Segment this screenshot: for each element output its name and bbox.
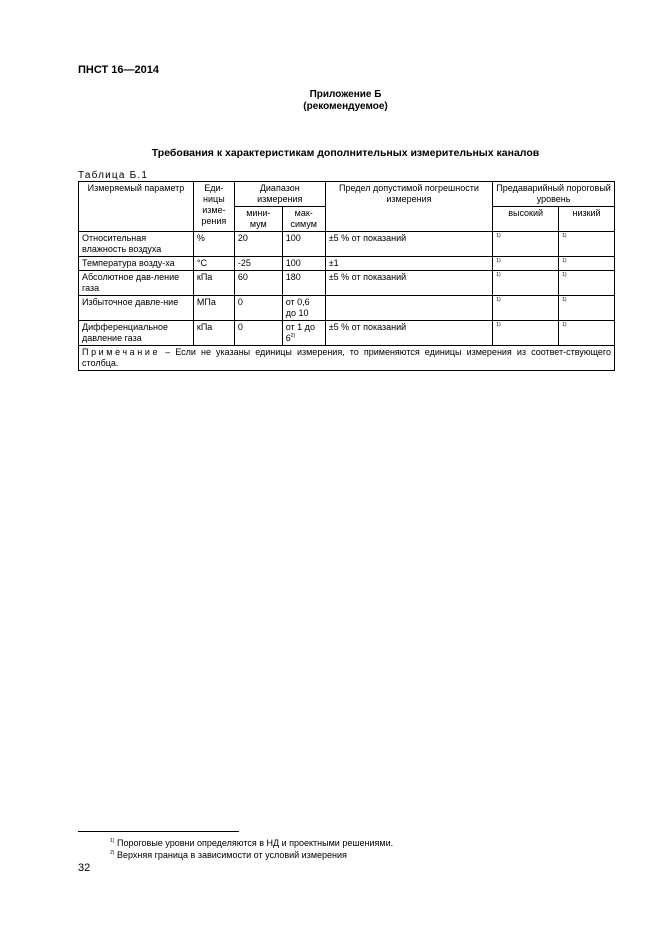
cell-range-min <box>234 232 282 257</box>
cell-param-text: Избыточное давле-ние <box>82 297 179 307</box>
header-error: Предел допустимой погрешности измерения <box>325 182 492 232</box>
cell-threshold-high <box>493 232 559 257</box>
cell-param <box>79 271 194 296</box>
header-threshold-high: высокий <box>493 207 559 232</box>
footnote-ref: 1) <box>496 233 501 239</box>
requirements-table <box>78 181 615 371</box>
cell-param-text: Абсолютное дав-ление газа <box>82 272 180 293</box>
appendix-status: (рекомендуемое) <box>303 101 388 112</box>
cell-range-max <box>282 321 325 346</box>
cell-param-text: Относительная влажность воздуха <box>82 233 162 254</box>
table-label: Таблица Б.1 <box>78 170 149 181</box>
cell-range-min-text: 0 <box>237 297 243 307</box>
cell-error <box>325 257 492 271</box>
table-heading <box>0 147 661 159</box>
header-units: Еди-ницы изме-рения <box>193 182 234 232</box>
cell-threshold-high <box>493 296 559 321</box>
cell-range-min-text: 20 <box>237 233 248 243</box>
cell-threshold-low <box>559 232 615 257</box>
cell-units-text: МПа <box>196 297 216 307</box>
cell-error <box>325 321 492 346</box>
cell-param <box>79 296 194 321</box>
footnote-1 <box>110 837 393 849</box>
cell-threshold-low <box>559 321 615 346</box>
cell-units-text: °С <box>196 258 207 268</box>
cell-error-text: ±1 <box>328 258 339 268</box>
footnote-ref: 1) <box>562 258 567 264</box>
cell-error <box>325 232 492 257</box>
table-header-row <box>79 182 615 207</box>
table-row <box>79 271 615 296</box>
table-row <box>79 257 615 271</box>
cell-param <box>79 257 194 271</box>
cell-threshold-high <box>493 271 559 296</box>
footnote-divider <box>78 831 239 832</box>
cell-error-text: ±5 % от показаний <box>328 322 407 332</box>
cell-error <box>325 296 492 321</box>
cell-range-min <box>234 271 282 296</box>
cell-range-max <box>282 271 325 296</box>
cell-units <box>193 232 234 257</box>
cell-range-max-text: 180 <box>285 272 301 282</box>
table-row <box>79 296 615 321</box>
table-note <box>79 346 615 371</box>
table-body <box>79 232 615 346</box>
page-number: 32 <box>78 862 91 874</box>
footnote-text: Пороговые уровни определяются в НД и проектными решениями. <box>116 838 394 848</box>
cell-units-text: кПа <box>196 322 213 332</box>
footnote-text: Верхняя граница в зависимости от условий измерения <box>116 850 347 860</box>
footnote-ref: 1) <box>496 297 501 303</box>
cell-threshold-high <box>493 321 559 346</box>
cell-threshold-low <box>559 271 615 296</box>
cell-range-max <box>282 257 325 271</box>
cell-error-text: ±5 % от показаний <box>328 272 407 282</box>
cell-units <box>193 296 234 321</box>
note-label: Примечание <box>82 347 161 357</box>
cell-range-min <box>234 321 282 346</box>
footnote-ref: 1) <box>562 297 567 303</box>
header-threshold: Предаварийный пороговый уровень <box>493 182 615 207</box>
cell-range-min <box>234 296 282 321</box>
cell-range-min-text: 0 <box>237 322 243 332</box>
footnote-ref: 2) <box>290 333 296 339</box>
cell-range-max-text: 100 <box>285 233 301 243</box>
cell-units-text: кПа <box>196 272 213 282</box>
table-heading-text: Требования к характеристикам дополнительных измерительных каналов <box>151 147 540 159</box>
cell-error <box>325 271 492 296</box>
cell-param-text: Дифференциальное давление газа <box>82 322 169 343</box>
note-text: – Если не указаны единицы измерения, то применяются единицы измерения из соответ-ствующего столбца. <box>82 347 611 368</box>
header-threshold-low: низкий <box>559 207 615 232</box>
cell-range-max-text: от 1 до 6 <box>285 322 315 343</box>
cell-units-text: % <box>196 233 205 243</box>
cell-param-text: Температура возду-ха <box>82 258 175 268</box>
cell-param <box>79 321 194 346</box>
document-code: ПНСТ 16—2014 <box>78 64 160 76</box>
cell-threshold-high <box>493 257 559 271</box>
table-note-row <box>79 346 615 371</box>
header-range: Диапазон измерения <box>234 182 325 207</box>
table-row <box>79 232 615 257</box>
cell-range-min-text: -25 <box>237 258 251 268</box>
footnote-ref: 1) <box>562 272 567 278</box>
appendix-title: Приложение Б <box>309 89 382 100</box>
footnote-ref: 1) <box>496 272 501 278</box>
appendix-heading <box>0 89 661 113</box>
cell-error-text: ±5 % от показаний <box>328 233 407 243</box>
cell-units <box>193 321 234 346</box>
footnote-mark: 2) <box>110 850 115 856</box>
footnote-ref: 1) <box>562 233 567 239</box>
header-param: Измеряемый параметр <box>79 182 194 232</box>
cell-range-max-text: от 0,6 до 10 <box>285 297 310 318</box>
footnote-ref: 1) <box>496 258 501 264</box>
cell-threshold-low <box>559 257 615 271</box>
cell-units <box>193 271 234 296</box>
cell-range-min-text: 60 <box>237 272 248 282</box>
header-range-max: мак-симум <box>282 207 325 232</box>
cell-range-max <box>282 232 325 257</box>
table-row <box>79 321 615 346</box>
footnote-ref: 1) <box>496 322 501 328</box>
footnote-2 <box>110 849 393 861</box>
cell-range-max <box>282 296 325 321</box>
cell-units <box>193 257 234 271</box>
cell-param <box>79 232 194 257</box>
cell-range-min <box>234 257 282 271</box>
footnotes <box>110 837 393 861</box>
cell-range-max-text: 100 <box>285 258 301 268</box>
footnote-ref: 1) <box>562 322 567 328</box>
cell-threshold-low <box>559 296 615 321</box>
header-range-min: мини-мум <box>234 207 282 232</box>
footnote-mark: 1) <box>110 838 115 844</box>
